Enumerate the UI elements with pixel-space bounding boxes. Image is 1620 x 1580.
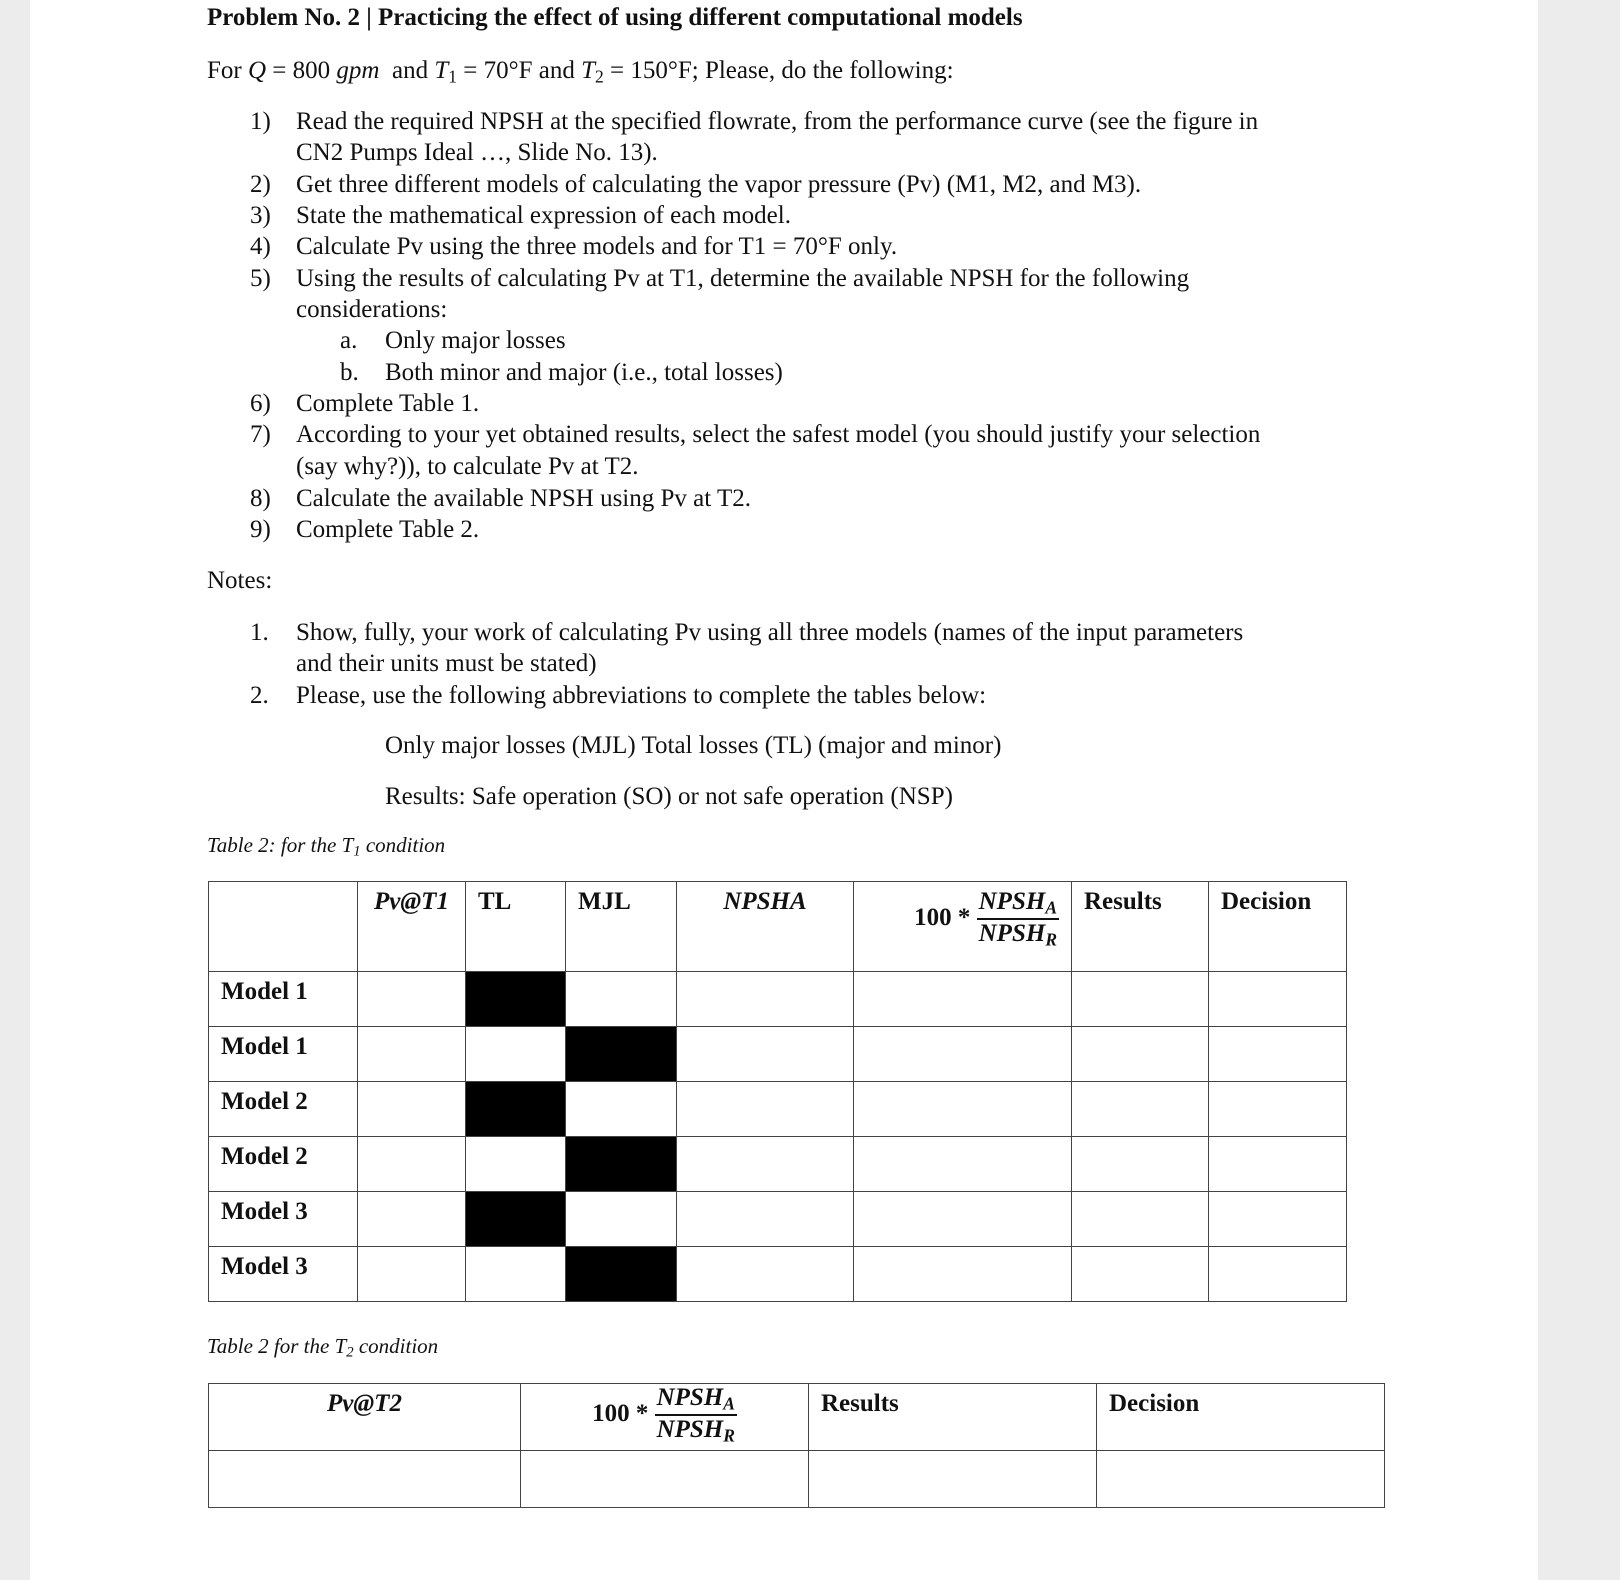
- table1: [208, 881, 1347, 1302]
- header-npsh-ratio: 100 * $\frac{NPSH_A}{NPSH_R}$: [854, 882, 1072, 972]
- note-text: Show, fully, your work of calculating Pv using all three models (names of the input parameters: [296, 619, 1244, 646]
- step-number: 2): [250, 171, 271, 198]
- header-npsh-ratio: 100 * $\frac{NPSH_A}{NPSH_R}$: [521, 1384, 809, 1451]
- row-label: Model 1: [209, 972, 358, 1027]
- table-row: [209, 1082, 1347, 1137]
- step-number: 7): [250, 421, 271, 448]
- cell-pv[interactable]: [358, 1192, 466, 1247]
- row-label: Model 1: [209, 1027, 358, 1082]
- abbreviations-line: Only major losses (MJL) Total losses (TL) (major and minor): [385, 732, 1002, 759]
- cell-tl[interactable]: [466, 1137, 566, 1192]
- step-text: State the mathematical expression of each model.: [296, 202, 791, 229]
- step-number: 6): [250, 390, 271, 417]
- table-row: [209, 1192, 1347, 1247]
- cell-mjl[interactable]: [566, 1082, 677, 1137]
- header-pv-t1-label: Pv@T1: [374, 888, 449, 915]
- step-number: 5): [250, 265, 271, 292]
- cell-blocked: [466, 1192, 566, 1247]
- step-text: Calculate the available NPSH using Pv at T2.: [296, 485, 752, 512]
- table1-caption: Table 2: for the $T_1$ condition: [207, 833, 446, 860]
- header-mjl: MJL: [566, 882, 677, 972]
- cell-blocked: [566, 1247, 677, 1302]
- note-number: 1.: [250, 619, 269, 646]
- step-text: Get three different models of calculating the vapor pressure (Pv) (M1, M2, and M3).: [296, 171, 1142, 198]
- cell-decision[interactable]: [1209, 1192, 1347, 1247]
- header-pv-t2: [209, 1384, 521, 1451]
- note-text: Please, use the following abbreviations to complete the tables below:: [296, 682, 987, 709]
- cell-ratio[interactable]: [854, 1247, 1072, 1302]
- cell-results[interactable]: [1072, 1247, 1209, 1302]
- row-label: Model 3: [209, 1247, 358, 1302]
- cell-results[interactable]: [1072, 972, 1209, 1027]
- cell-mjl[interactable]: [566, 972, 677, 1027]
- row-label: Model 3: [209, 1192, 358, 1247]
- step-text: Read the required NPSH at the specified flowrate, from the performance curve (see the figure in: [296, 108, 1259, 135]
- header-npsha-label: NPSHA: [723, 888, 807, 915]
- cell-blocked: [566, 1137, 677, 1192]
- cell-ratio[interactable]: [854, 1082, 1072, 1137]
- step-text: considerations:: [296, 296, 448, 323]
- table-row: [209, 972, 1347, 1027]
- cell-npsha[interactable]: [677, 1137, 854, 1192]
- header-npsha: [677, 882, 854, 972]
- note-text: and their units must be stated): [296, 650, 597, 677]
- cell-decision[interactable]: [1209, 1027, 1347, 1082]
- step-number: 3): [250, 202, 271, 229]
- header-results: Results: [809, 1384, 1097, 1451]
- row-label: Model 2: [209, 1082, 358, 1137]
- cell-ratio[interactable]: [854, 1192, 1072, 1247]
- cell-results[interactable]: [809, 1451, 1097, 1508]
- cell-decision[interactable]: [1209, 972, 1347, 1027]
- step-number: 1): [250, 108, 271, 135]
- step-text: Calculate Pv using the three models and for T1 = 70°F only.: [296, 233, 898, 260]
- cell-npsha[interactable]: [677, 1082, 854, 1137]
- step-text: Complete Table 2.: [296, 516, 480, 543]
- cell-npsh-ratio[interactable]: [521, 1451, 809, 1508]
- problem-title: Problem No. 2 | Practicing the effect of using different computational models: [207, 4, 1023, 31]
- cell-pv[interactable]: [358, 1137, 466, 1192]
- step-text: Complete Table 1.: [296, 390, 480, 417]
- cell-results[interactable]: [1072, 1027, 1209, 1082]
- header-results: Results: [1072, 882, 1209, 972]
- cell-ratio[interactable]: [854, 1027, 1072, 1082]
- step-text: Using the results of calculating Pv at T1, determine the available NPSH for the following: [296, 265, 1190, 292]
- cell-decision[interactable]: [1209, 1082, 1347, 1137]
- header-decision: Decision: [1097, 1384, 1385, 1451]
- step-text: According to your yet obtained results, select the safest model (you should justify your selection: [296, 421, 1261, 448]
- step-text: Both minor and major (i.e., total losses): [385, 359, 783, 386]
- step-number: b.: [340, 359, 359, 386]
- header-pv-t2-label: Pv@T2: [327, 1390, 402, 1417]
- table-row: [209, 1137, 1347, 1192]
- note-number: 2.: [250, 682, 269, 709]
- cell-tl[interactable]: [466, 1247, 566, 1302]
- cell-pv[interactable]: [358, 972, 466, 1027]
- step-number: a.: [340, 327, 358, 354]
- cell-mjl[interactable]: [566, 1192, 677, 1247]
- row-label: Model 2: [209, 1137, 358, 1192]
- table-row: [209, 1247, 1347, 1302]
- cell-ratio[interactable]: [854, 1137, 1072, 1192]
- cell-npsha[interactable]: [677, 1247, 854, 1302]
- table2: [208, 1383, 1385, 1508]
- cell-npsha[interactable]: [677, 972, 854, 1027]
- cell-decision[interactable]: [1209, 1247, 1347, 1302]
- cell-pv-t2[interactable]: [209, 1451, 521, 1508]
- header-decision: Decision: [1209, 882, 1347, 972]
- cell-ratio[interactable]: [854, 972, 1072, 1027]
- table-row: [209, 1027, 1347, 1082]
- intro-line: For Q = 800 gpm and $T_1 = 70^\circ F$ and $T_2 = 150^\circ F$; Please, do the following:: [207, 57, 954, 87]
- cell-results[interactable]: [1072, 1137, 1209, 1192]
- step-number: 8): [250, 485, 271, 512]
- cell-results[interactable]: [1072, 1192, 1209, 1247]
- step-text: Only major losses: [385, 327, 566, 354]
- step-number: 4): [250, 233, 271, 260]
- cell-npsha[interactable]: [677, 1192, 854, 1247]
- cell-blocked: [566, 1027, 677, 1082]
- cell-pv[interactable]: [358, 1247, 466, 1302]
- cell-npsha[interactable]: [677, 1027, 854, 1082]
- cell-pv[interactable]: [358, 1027, 466, 1082]
- cell-blocked: [466, 972, 566, 1027]
- header-empty: [209, 882, 358, 972]
- cell-blocked: [466, 1082, 566, 1137]
- table2-caption: Table 2 for the $T_2$ condition: [207, 1334, 439, 1361]
- header-pv-t1: [358, 882, 466, 972]
- results-abbreviations-line: Results: Safe operation (SO) or not safe operation (NSP): [385, 783, 953, 810]
- step-number: 9): [250, 516, 271, 543]
- cell-pv[interactable]: [358, 1082, 466, 1137]
- step-text: (say why?)), to calculate Pv at T2.: [296, 453, 639, 480]
- cell-results[interactable]: [1072, 1082, 1209, 1137]
- step-text: CN2 Pumps Ideal …, Slide No. 13).: [296, 139, 658, 166]
- header-tl: TL: [466, 882, 566, 972]
- cell-tl[interactable]: [466, 1027, 566, 1082]
- cell-decision[interactable]: [1097, 1451, 1385, 1508]
- cell-decision[interactable]: [1209, 1137, 1347, 1192]
- notes-heading: Notes:: [207, 567, 273, 594]
